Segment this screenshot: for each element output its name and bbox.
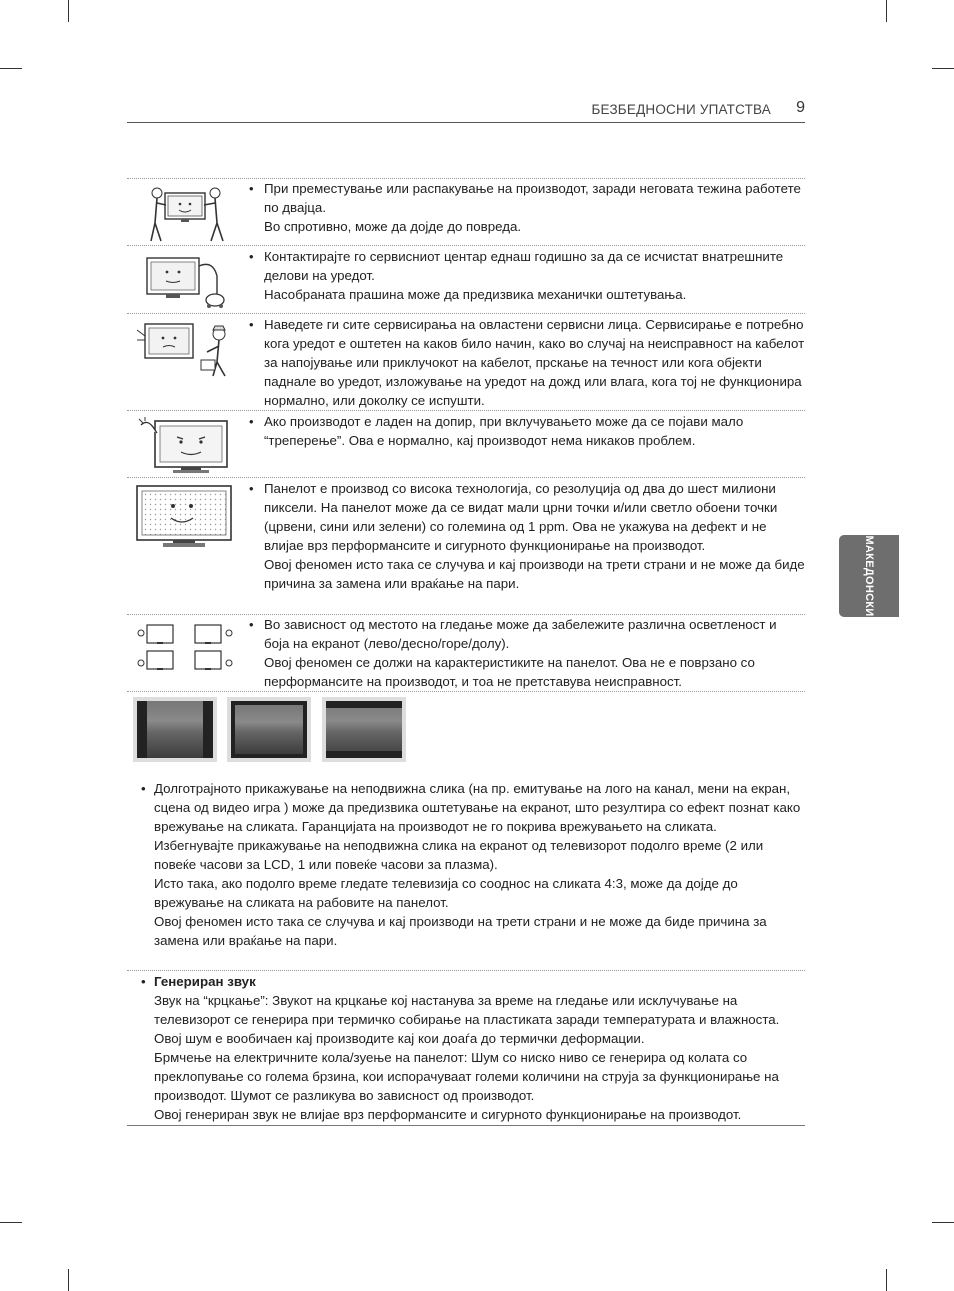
page-header xyxy=(127,96,805,123)
safety-row xyxy=(127,614,805,691)
row-text xyxy=(249,412,805,450)
section-divider xyxy=(127,970,805,971)
row-paragraph: При преместување или распакување на производот, заради неговата тежина работете по двајца. xyxy=(264,181,801,215)
bullet: • xyxy=(249,181,254,196)
section-paragraph: Исто така, ако подолго време гледате телевизија со соодноc на сликата 4:3, може да дојде до врежување на сликата на рабовите на панелот. xyxy=(154,876,738,910)
crop-mark xyxy=(0,68,22,69)
section-paragraph: Овој феномен исто така се случува и кај производи на трети страни и не може да биде причина за замена или враќање на пари. xyxy=(154,914,767,948)
crop-mark xyxy=(932,1222,954,1223)
section-paragraph: Избегнувајте прикажување на неподвижна слика на екранот од телевизорот подолго време (2 или повеќе часови за LCD, 1 или повеќе часови за плазма). xyxy=(154,838,764,872)
panel-pixels-icon xyxy=(133,482,237,552)
language-tab-label: МАКЕДОНСКИ xyxy=(863,535,875,617)
row-divider xyxy=(127,691,805,692)
row-paragraph: Во спротивно, може да дојде до повреда. xyxy=(264,219,522,234)
section-heading: Генериран звук xyxy=(154,974,256,989)
safety-row xyxy=(127,313,805,409)
row-text xyxy=(249,479,805,593)
row-paragraph: Овој феномен исто така се случува и кај производи на трети страни и не може да биде причина за замена или враќање на пари. xyxy=(264,557,805,591)
bullet: • xyxy=(249,617,254,632)
content-end-rule xyxy=(127,1125,805,1126)
bullet: • xyxy=(141,974,146,989)
safety-row xyxy=(127,410,805,477)
generated-sound-section xyxy=(127,972,805,1124)
crop-mark xyxy=(68,1269,69,1291)
bullet: • xyxy=(249,317,254,332)
two-people-carrying-tv-icon xyxy=(133,183,237,245)
row-text xyxy=(249,179,805,236)
crop-mark xyxy=(886,0,887,22)
row-text xyxy=(249,615,805,691)
row-paragraph: Контактирајте го сервисниот центар еднаш годишно за да се исчистат внатрешните делови на уредот. xyxy=(264,249,784,283)
landscape-thumbnail xyxy=(133,697,217,762)
crop-mark xyxy=(68,0,69,22)
crop-mark xyxy=(932,68,954,69)
section-paragraph: Овој генериран звук не влијае врз перформансите и сигурното функционирање на производот. xyxy=(154,1107,742,1122)
still-image-section xyxy=(127,779,805,969)
section-paragraph: Долготрајното прикажување на неподвижна слика (на пр. емитување на лого на канал, мени на екран, сцена од видео игра ) може да предизвика оштетување на екранот, што резултира со ефект познат како врежување на сликата. Гаранцијата на производот не го покрива врежувањето на сликата. xyxy=(154,781,801,834)
row-paragraph: Насобраната прашина може да предизвика механички оштетувања. xyxy=(264,287,687,302)
section-title: БЕЗБЕДНОСНИ УПАТСТВА xyxy=(591,102,771,117)
tv-cleaning-vacuum-icon xyxy=(133,250,237,312)
crop-mark xyxy=(886,1269,887,1291)
row-paragraph: Во зависност од местото на гледање може да забележите различна осветленост и боја на екранот (лево/десно/горе/долу). xyxy=(264,617,777,651)
cold-tv-icon xyxy=(133,415,237,477)
safety-row xyxy=(127,178,805,244)
safety-row xyxy=(127,477,805,613)
bullet: • xyxy=(141,781,146,796)
landscape-thumbnail xyxy=(227,697,311,762)
service-technician-icon xyxy=(133,318,237,380)
bullet: • xyxy=(249,249,254,264)
language-tab xyxy=(839,535,899,617)
row-paragraph: Наведете ги сите сервисирања на овластени сервисни лица. Сервисирање е потребно кога уредот е оштетен на каков било начин, како во случај на неисправност на кабелот за напојување или приклучокот на кабелот, прскање на течност или кога објекти падналe во уредот, изложување на уредот на дожд или влага, кога тој не функционира нормално, или доколку се испушти. xyxy=(264,317,805,408)
section-paragraph: Звук на “крцкање”: Звукот на крцкање кој настанува за време на гледање или исклучување на телевизорот се генерира при термичко собирање на пластиката заради температурата и влажноста. Овој шум е вообичаен кај производите кај кои доаѓа до термички деформации. xyxy=(154,993,780,1046)
bullet: • xyxy=(249,481,254,496)
page-number: 9 xyxy=(796,99,805,116)
section-paragraph: Брмчење на електричните кола/зуење на панелот: Шум со ниско ниво се генерира од колата со преклопување со голема брзина, кои испорачуваат големи количини на струја за функционирање на производот. Шумот се разликува во зависност од производот. xyxy=(154,1050,779,1103)
safety-row xyxy=(127,245,805,312)
bullet: • xyxy=(249,414,254,429)
landscape-thumbnail xyxy=(322,697,406,762)
crop-mark xyxy=(0,1222,22,1223)
row-paragraph: Панелот е производ со висока технологија, со резолуција од два до шест милиони пиксели. На панелот може да се видат мали црни точки и/или светло обоени точки (црвени, сини или зелени) со големина од 1 ppm. Ова не укажува на дефект и не влијае врз перформансите и сигурното функционирање на производот. xyxy=(264,481,778,553)
row-text xyxy=(249,315,805,410)
row-paragraph: Ако производот е ладен на допир, при вклучувањето може да се појави мало “треперење”. Ова е нормално, кај производот нема никаков проблем. xyxy=(264,414,744,448)
viewing-angle-icon xyxy=(133,619,237,679)
row-paragraph: Овој феномен се должи на карактеристиките на панелот. Ова не е поврзано со перформансите на производот, и тоа не претставува неисправност. xyxy=(264,655,755,689)
row-text xyxy=(249,247,805,304)
